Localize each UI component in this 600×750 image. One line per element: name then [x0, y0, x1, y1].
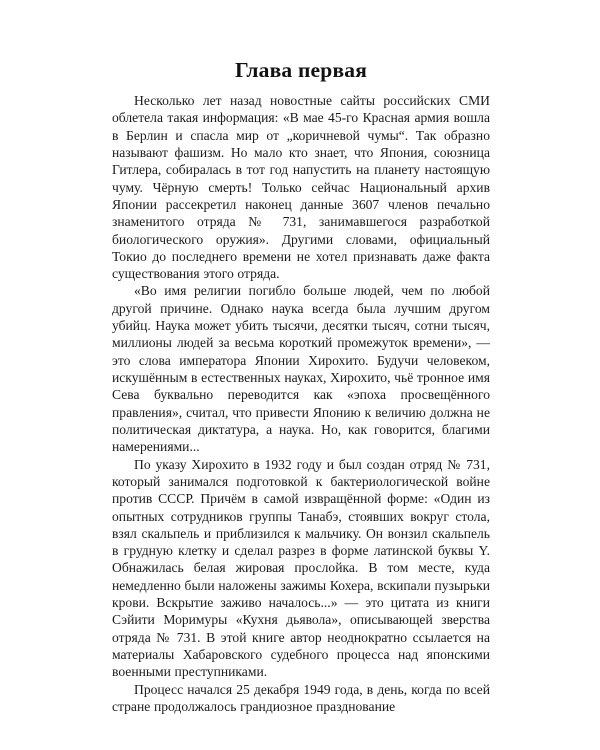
- paragraph: Процесс начался 25 декабря 1949 года, в день, когда по всей стране продолжалось грандиозное празднование: [112, 681, 490, 714]
- paragraph: По указу Хирохито в 1932 году и был создан отряд № 731, который занимался подготовкой к бактериологической войне против СССР. Причём в самой извращённой форме: «Один из опытных сотрудников группы Танабэ, стоявших вокруг стола, взял скальпель и приблизился к мальчику. Он вонзил скальпель в грудную клетку и сделал разрез в форме латинской буквы Y. Обнажилась белая жировая прослойка. В том месте, куда немедленно были наложены зажимы Кохера, вскипали пузырьки крови. Вскрытие заживо началось...» — это цитата из книги Сэйити Моримуры «Кухня дьявола», описывающей зверства отряда № 731. В этой книге автор неоднократно ссылается на материалы Хабаровского судебного процесса над японскими военными преступниками.: [112, 456, 490, 680]
- chapter-title: Глава первая: [234, 58, 368, 83]
- body-text-block: [112, 92, 490, 715]
- paragraph: Несколько лет назад новостные сайты российских СМИ облетела такая информация: «В мае 45-го Красная армия вошла в Берлин и спасла мир от „коричневой чумы“. Так образно называют фашизм. Но мало кто знает, что Япония, союзница Гитлера, собиралась в тот год напустить на планету настоящую чуму. Чёрную смерть! Только сейчас Национальный архив Японии рассекретил наконец данные 3607 членов печально знаменитого отряда № 731, занимавшегося разработкой биологического оружия». Другими словами, официальный Токио до последнего времени не хотел признавать даже факта существования этого отряда.: [112, 93, 490, 282]
- paragraph: «Во имя религии погибло больше людей, чем по любой другой причине. Однако наука всегда была лучшим другом убийц. Наука может убить тысячи, десятки тысяч, сотни тысяч, миллионы людей за весьма короткий промежуток времени», — это слова императора Японии Хирохито. Будучи человеком, искушённым в естественных науках, Хирохито, чьё тронное имя Сева буквально переводится как «эпоха просвещённого правления», считал, что привести Японию к величию должна не политическая диктатура, а наука. Но, как говорится, благими намерениями...: [112, 283, 490, 455]
